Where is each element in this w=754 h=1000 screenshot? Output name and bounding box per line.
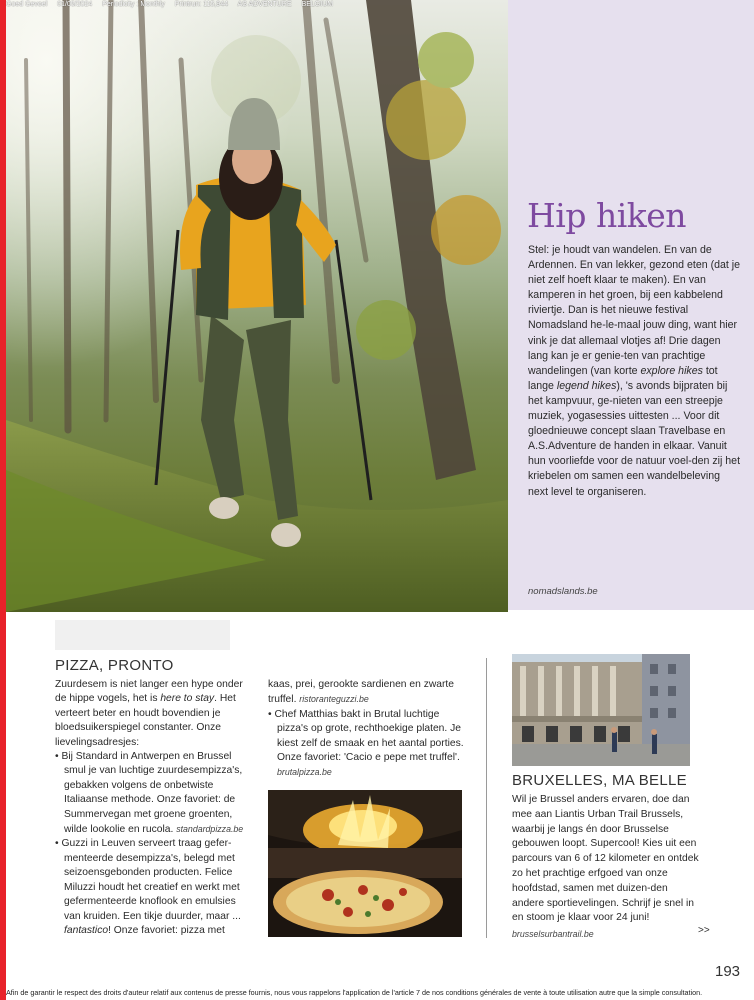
page-number: 193 [715, 963, 741, 980]
clipping-header [6, 0, 506, 9]
brussels-body: Wil je Brussel anders ervaren, doe dan mee aan Liantis Urban Trail Brussels, waarbij je langs én door Brusselse gebouwen loopt. Supercool! Kies uit een parcours van 6 of 12 kilometer en ontdek zo het prachtige erfgoed van onze hoofdstad, samen met duizen-den andere sportievelingen. Schrijf je snel in en stoom je klaar voor 24 juni! [512, 794, 699, 924]
article-title: Hip hiken [527, 196, 687, 235]
continue-arrows: >> [698, 925, 710, 936]
pizza-section-title: PIZZA, PRONTO [55, 657, 174, 674]
section-tab-strip [55, 620, 230, 650]
periodicity: Periodicity : Monthly [102, 1, 165, 8]
copyright-footer: Afin de garantir le respect des droits d'auteur relatif aux contenus de presse fournis, nous vous rappelons l'application de l'article 7 de nos conditions générales de vente à toute utilisation autre que la simple consultation. [6, 988, 703, 997]
brand-name: AS ADVENTURE [237, 1, 292, 8]
article-source-link[interactable]: nomadslands.be [528, 586, 598, 597]
article-text-segment: tot lange [528, 364, 718, 392]
standardpizza-link[interactable]: standardpizza.be [176, 824, 244, 835]
pizza-column-2 [268, 678, 473, 781]
pizza-intro: Zuurdesem is niet langer een hype onder de hippe vogels, het is here to stay. Het verteert beter en houdt bovendien je bloedsuikerspiegel constanter. Onze lievelingsadresjes: [55, 679, 243, 748]
brutalpizza-link[interactable]: brutalpizza.be [277, 767, 332, 778]
list-item: • Guzzi in Leuven serveert traag gefer-menteerde desempizza's, belegd met seizoensgebonden producten. Felice Miluzzi houdt het creatief en werkt met gefermenteerde knoflook en emulsies van kruiden. Een tikje duurder, maar ... fantastico! Onze favoriet: pizza met [55, 838, 241, 936]
brussels-building-photo [512, 654, 690, 766]
article-body [528, 243, 742, 500]
country: BELGIUM [301, 1, 334, 8]
issue-date: 01/05/2024 [57, 1, 93, 8]
article-text-segment: ), 's avonds bijpraten bij het kampvuur, ge-nieten van een streepje muziek, yogasessies uittesten ... Voor dit gloednieuwe concept slaan Travelbase en A.S.Adventure de handen in elkaar. Vanuit hun voorliefde voor de natuur voel-den zij het kriebelen om samen een wandelbeleving next level te organiseren. [528, 379, 741, 498]
print-run: Printrun: 115,944 [174, 1, 228, 8]
article-text-segment: legend hikes [556, 379, 617, 392]
brussels-section-title: BRUXELLES, MA BELLE [512, 772, 687, 789]
pizza-column-1 [55, 678, 255, 938]
list-item-continued: kaas, prei, gerookte sardienen en zwarte truffel. ristoranteguzzi.be [268, 679, 455, 706]
hiker-forest-photo [6, 0, 508, 612]
guzzi-link[interactable]: ristoranteguzzi.be [299, 694, 369, 705]
column-divider [486, 658, 487, 938]
brussels-source-link[interactable]: brusselsurbantrail.be [512, 929, 594, 939]
list-item: • Bij Standard in Antwerpen en Brussel smul je van luchtige zuurdesempizza's, gebakken volgens de onbetwiste Italiaanse methode. Onze favoriet: de Summervegan met groene groenten, wilde lookolie en rucola. standardpizza.be [55, 751, 244, 836]
pizza-oven-photo [268, 790, 462, 937]
source-name: Goed Gevoel [6, 1, 48, 8]
article-text-segment: Stel: je houdt van wandelen. En van de Ardennen. En van lekker, gezond eten (dat je niet zelf hoeft klaar te maken). En van kamperen in het groen, bij een kabbelend riviertje. Dan is het nieuwe festival Nomadsland he-le-maal jouw ding, want hier vink je dat allemaal vlotjes af! Drie dagen lang kan je er genie-ten van prachtige wandelingen (van korte [528, 244, 741, 377]
article-text-segment: explore hikes [640, 364, 703, 377]
list-item: • Chef Matthias bakt in Brutal luchtige pizza's op grote, rechthoekige platen. Je kiest zelf de smaak en het aantal porties. Onze favoriet: 'Cacio e pepe met truffel'. brutalpizza.be [268, 708, 464, 778]
